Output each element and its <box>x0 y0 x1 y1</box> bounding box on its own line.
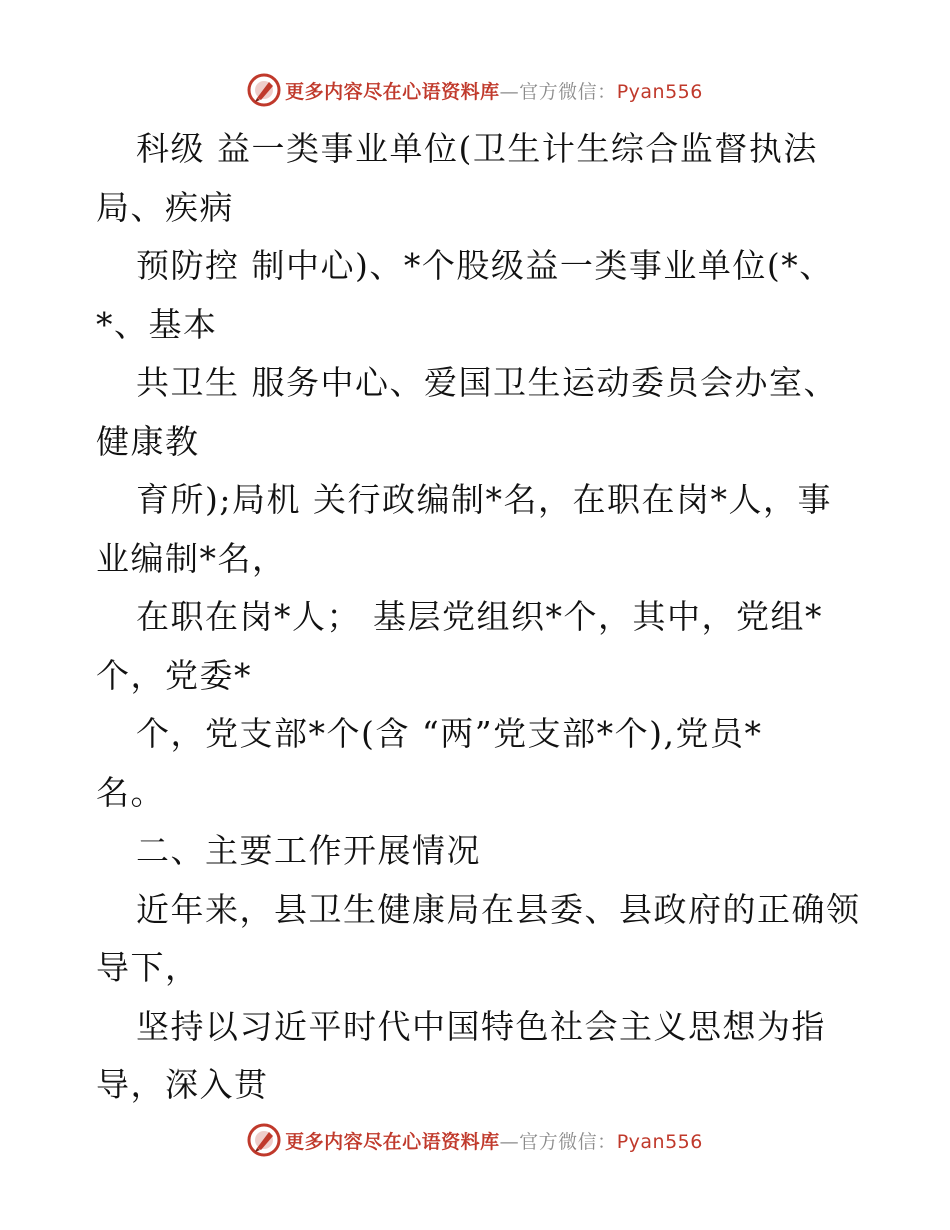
text-line: 个，党支部*个(含 “两”党支部*个),党员* <box>136 714 763 753</box>
watermark-wechat-id: Pyan556 <box>616 80 703 103</box>
section-heading: 二、主要工作开展情况 <box>136 831 481 870</box>
text-line: 名。 <box>96 772 165 812</box>
watermark-text <box>285 1127 703 1154</box>
watermark-wechat-id: Pyan556 <box>616 1130 703 1153</box>
watermark-wechat-label: 官方微信： <box>519 1130 617 1153</box>
watermark-site: 更多内容尽在心语资料库 <box>285 1130 500 1153</box>
text-line: *、基本 <box>96 304 218 344</box>
text-line: 近年来，县卫生健康局在县委、县政府的正确领 <box>136 889 861 929</box>
text-line: 局、疾病 <box>96 187 234 227</box>
text-line: 共卫生 服务中心、爱国卫生运动委员会办室、 <box>136 363 838 402</box>
document-body <box>96 120 866 1115</box>
text-line: 预防控 制中心)、*个股级益一类事业单位(*、 <box>136 246 834 285</box>
pen-nib-logo-icon <box>247 73 281 107</box>
text-line: 科级 益一类事业单位(卫生计生综合监督执法 <box>136 129 818 168</box>
text-line: 育所);局机 关行政编制*名，在职在岗*人，事 <box>136 480 832 519</box>
watermark-text <box>285 77 703 104</box>
text-line: 健康教 <box>96 421 200 461</box>
watermark-site: 更多内容尽在心语资料库 <box>285 80 500 103</box>
watermark-separator: — <box>499 80 520 103</box>
watermark-banner-bottom <box>0 1120 950 1160</box>
watermark-wechat-label: 官方微信： <box>519 80 617 103</box>
watermark-separator: — <box>499 1130 520 1153</box>
text-line: 个，党委* <box>96 655 252 695</box>
text-line: 在职在岗*人； 基层党组织*个，其中，党组* <box>136 597 823 636</box>
pen-nib-logo-icon <box>247 1123 281 1157</box>
watermark-banner-top <box>0 70 950 110</box>
text-line: 导，深入贯 <box>96 1065 269 1104</box>
text-line: 坚持以习近平时代中国特色社会主义思想为指 <box>136 1006 826 1046</box>
text-line: 导下， <box>96 948 200 987</box>
text-line: 业编制*名， <box>96 538 287 578</box>
